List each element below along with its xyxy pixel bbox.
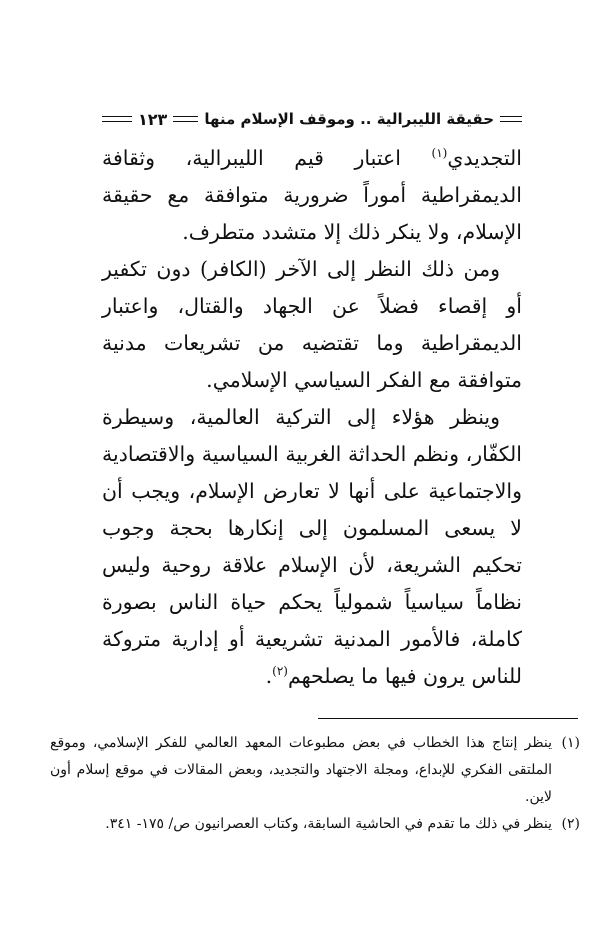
paragraph-1-end: اعتبار قيم الليبرالية، وثقافة الديمقراطية أموراً ضرورية متوافقة مع حقيقة الإسلام، ولا ينكر ذلك إلا متشدد متطرف. xyxy=(102,146,522,244)
paragraph-1 xyxy=(102,140,522,251)
paragraph-3-start: وينظر هؤلاء إلى التركية العالمية، وسيطرة الكفّار، ونظم الحداثة الغربية السياسية والاقتصادية والاجتماعية على أنها لا تعارض الإسلام، ويجب أن لا يسعى المسلمون إلى إنكارها بحجة وجوب تحكيم الشريعة، لأن الإسلام علاقة روحية وليس نظاماً سياسياً شمولياً يحكم حياة الناس بصورة كاملة، فالأمور المدنية تشريعية أو إدارية متروكة للناس يرون فيها ما يصلحهم xyxy=(102,405,522,688)
header-rule-right xyxy=(500,116,522,122)
footnote-1-text: ينظر إنتاج هذا الخطاب في بعض مطبوعات المعهد العالمي للفكر الإسلامي، وموقع الملتقى الفكري للإبداع، ومجلة الاجتهاد والتجديد، وبعض المقالات في موقع إسلام أون لاين. xyxy=(50,735,552,805)
header-rule-middle xyxy=(173,116,198,122)
footnote-ref-1: (١) xyxy=(431,146,448,161)
footnotes xyxy=(50,730,580,838)
paragraph-3-end: . xyxy=(265,664,273,688)
body-text xyxy=(102,140,522,695)
footnote-2-text: ينظر في ذلك ما تقدم في الحاشية السابقة، وكتاب العصرانيون ص/ ١٧٥- ٣٤١. xyxy=(105,816,552,832)
footnote-1-number: (١) xyxy=(561,735,580,751)
header-rule-left xyxy=(102,116,132,122)
paragraph-3 xyxy=(102,399,522,695)
running-header-title: حقيقة الليبرالية .. وموقف الإسلام منها xyxy=(204,110,494,128)
footnote-1 xyxy=(50,730,580,811)
paragraph-2: ومن ذلك النظر إلى الآخر (الكافر) دون تكفير أو إقصاء فضلاً عن الجهاد والقتال، واعتبار الديمقراطية وما تقتضيه من تشريعات مدنية متوافقة مع الفكر السياسي الإسلامي. xyxy=(102,257,522,392)
footnote-2 xyxy=(50,811,580,838)
running-header xyxy=(102,106,522,132)
footnote-separator xyxy=(318,718,578,719)
page-number: ١٢٣ xyxy=(138,109,168,129)
footnote-ref-2: (٢) xyxy=(272,664,288,679)
footnote-2-number: (٢) xyxy=(561,816,580,832)
paragraph-1-start: التجديدي xyxy=(447,146,522,170)
